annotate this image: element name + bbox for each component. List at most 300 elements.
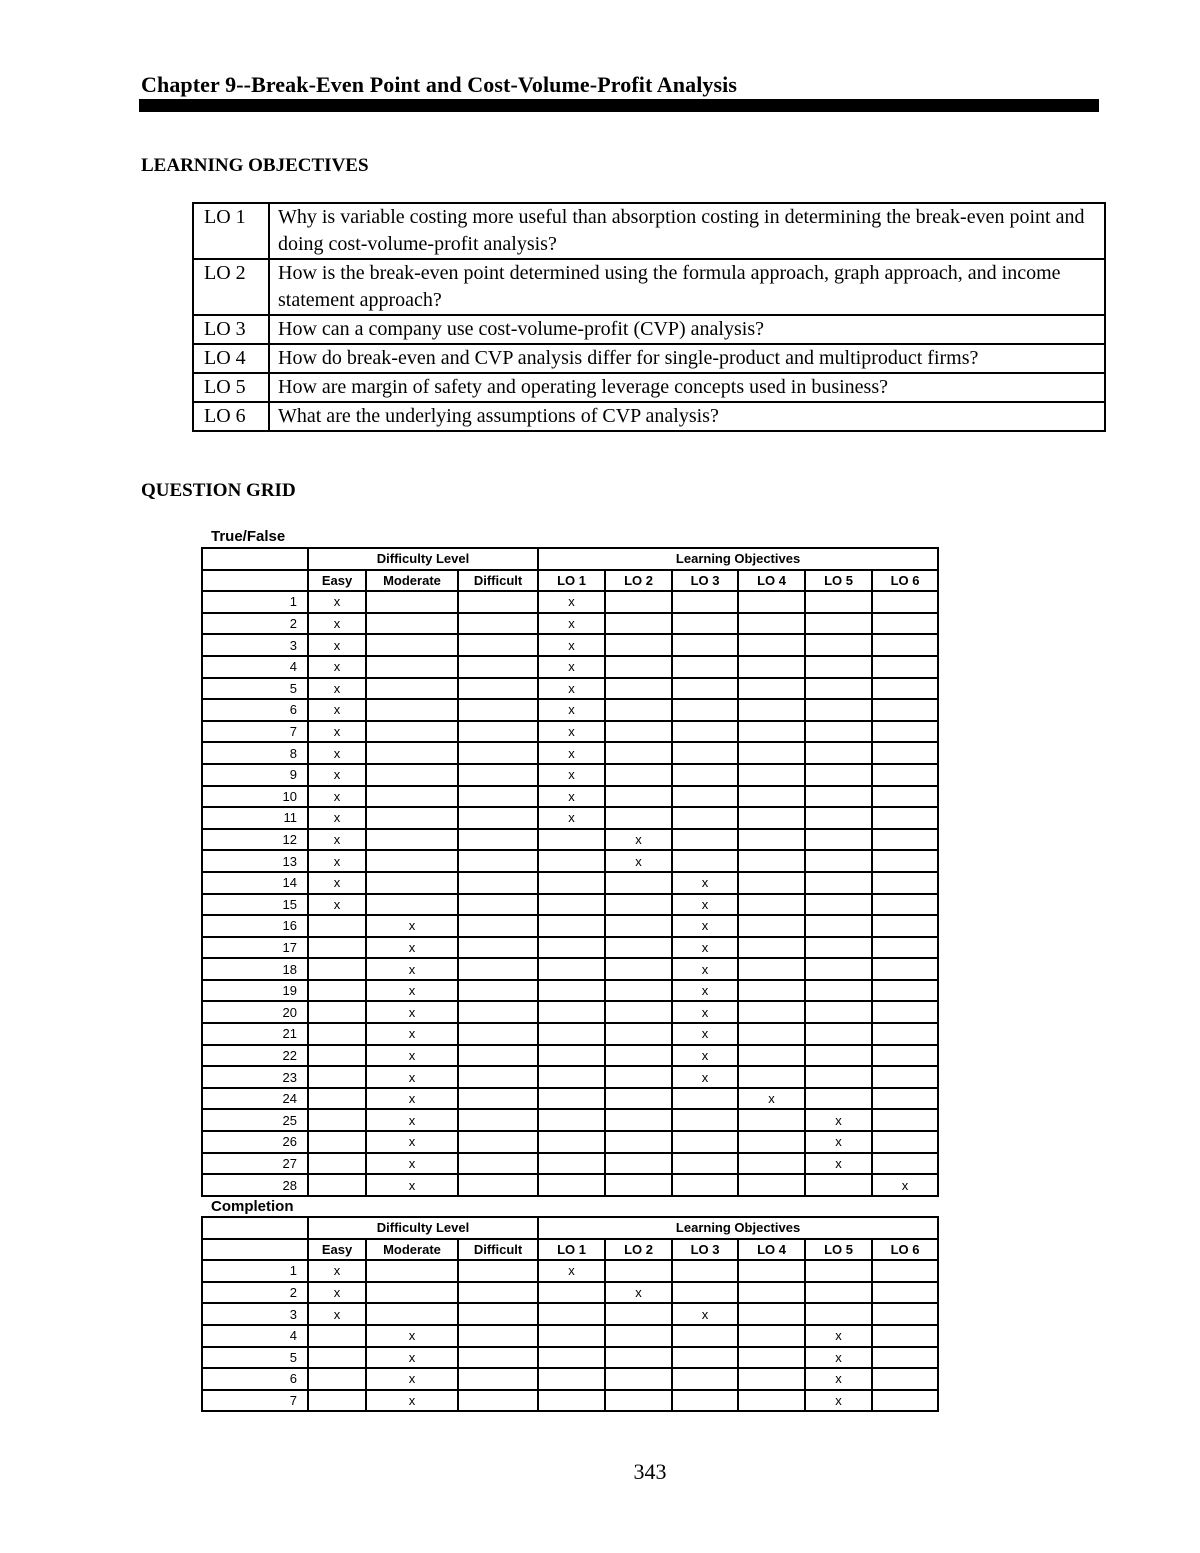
grid-mark-cell: x (538, 786, 605, 808)
grid-row (202, 721, 938, 743)
grid-empty-cell (458, 634, 538, 656)
grid-empty-cell (458, 1131, 538, 1153)
lo-text: How can a company use cost-volume-profit (CVP) analysis? (269, 315, 1105, 344)
question-number: 6 (202, 699, 308, 721)
grid-mark-cell: x (672, 915, 738, 937)
grid-mark-cell: x (605, 850, 672, 872)
question-number: 13 (202, 850, 308, 872)
grid-empty-cell (605, 1174, 672, 1196)
grid-empty-cell (872, 764, 938, 786)
grid-mark-cell: x (366, 958, 458, 980)
completion-grid-body (202, 1260, 938, 1411)
grid-empty-cell (805, 742, 872, 764)
grid-mark-cell: x (308, 1303, 366, 1325)
grid-row (202, 1023, 938, 1045)
grid-empty-cell (458, 872, 538, 894)
grid-mark-cell: x (738, 1088, 805, 1110)
grid-row (202, 742, 938, 764)
question-number: 17 (202, 937, 308, 959)
grid-empty-cell (308, 1347, 366, 1369)
difficulty-group-header: Difficulty Level (308, 1217, 538, 1239)
grid-mark-cell: x (805, 1347, 872, 1369)
grid-empty-cell (738, 1066, 805, 1088)
grid-empty-cell (366, 656, 458, 678)
grid-mark-cell: x (308, 872, 366, 894)
lo-code: LO 2 (193, 259, 269, 315)
completion-grid (201, 1216, 939, 1412)
grid-row (202, 1174, 938, 1196)
grid-mark-cell: x (605, 1282, 672, 1304)
grid-empty-cell (308, 1131, 366, 1153)
question-number: 26 (202, 1131, 308, 1153)
chapter-title: Chapter 9--Break-Even Point and Cost-Volume-Profit Analysis (141, 72, 738, 97)
grid-empty-cell (538, 915, 605, 937)
grid-empty-cell (672, 634, 738, 656)
grid-mark-cell: x (366, 1325, 458, 1347)
grid-empty-cell (538, 980, 605, 1002)
question-grid-heading: QUESTION GRID (141, 480, 296, 501)
grid-empty-cell (538, 1174, 605, 1196)
grid-empty-cell (458, 829, 538, 851)
grid-empty-cell (366, 613, 458, 635)
grid-row (202, 807, 938, 829)
true-false-grid (201, 547, 939, 1197)
col-header: LO 1 (538, 570, 605, 592)
grid-empty-cell (805, 1066, 872, 1088)
lo-code: LO 6 (193, 402, 269, 431)
true-false-caption: True/False (211, 528, 286, 545)
grid-mark-cell: x (308, 721, 366, 743)
grid-row (202, 1260, 938, 1282)
grid-empty-cell (605, 1325, 672, 1347)
grid-empty-cell (605, 1368, 672, 1390)
grid-mark-cell: x (538, 656, 605, 678)
grid-empty-cell (672, 1325, 738, 1347)
grid-mark-cell: x (366, 1088, 458, 1110)
lo-code: LO 5 (193, 373, 269, 402)
grid-mark-cell: x (308, 591, 366, 613)
grid-empty-cell (872, 1153, 938, 1175)
grid-empty-cell (605, 1023, 672, 1045)
grid-empty-cell (738, 786, 805, 808)
grid-empty-cell (872, 613, 938, 635)
grid-empty-cell (538, 1153, 605, 1175)
grid-empty-cell (605, 872, 672, 894)
grid-empty-cell (538, 1131, 605, 1153)
question-number: 24 (202, 1088, 308, 1110)
grid-empty-cell (458, 1153, 538, 1175)
grid-empty-cell (872, 894, 938, 916)
blank-header-cell (202, 1217, 308, 1239)
grid-empty-cell (605, 591, 672, 613)
grid-row (202, 1325, 938, 1347)
grid-empty-cell (458, 1368, 538, 1390)
grid-empty-cell (738, 1347, 805, 1369)
grid-mark-cell: x (366, 1001, 458, 1023)
grid-empty-cell (805, 764, 872, 786)
question-number: 20 (202, 1001, 308, 1023)
grid-empty-cell (605, 742, 672, 764)
grid-empty-cell (738, 958, 805, 980)
col-header: LO 1 (538, 1239, 605, 1261)
grid-mark-cell: x (308, 850, 366, 872)
question-number: 5 (202, 1347, 308, 1369)
grid-empty-cell (672, 678, 738, 700)
grid-empty-cell (672, 1153, 738, 1175)
grid-mark-cell: x (308, 894, 366, 916)
grid-empty-cell (538, 894, 605, 916)
grid-empty-cell (605, 1109, 672, 1131)
col-header: LO 4 (738, 1239, 805, 1261)
lo-text: How are margin of safety and operating leverage concepts used in business? (269, 373, 1105, 402)
question-number: 3 (202, 634, 308, 656)
grid-empty-cell (805, 850, 872, 872)
grid-mark-cell: x (366, 1045, 458, 1067)
grid-row (202, 1131, 938, 1153)
grid-empty-cell (738, 634, 805, 656)
grid-empty-cell (738, 613, 805, 635)
grid-empty-cell (872, 656, 938, 678)
grid-empty-cell (872, 1001, 938, 1023)
grid-empty-cell (738, 656, 805, 678)
grid-empty-cell (538, 1045, 605, 1067)
grid-empty-cell (738, 1390, 805, 1412)
grid-empty-cell (605, 721, 672, 743)
grid-empty-cell (805, 634, 872, 656)
grid-empty-cell (872, 807, 938, 829)
grid-empty-cell (738, 678, 805, 700)
grid-empty-cell (366, 807, 458, 829)
grid-empty-cell (458, 1282, 538, 1304)
grid-empty-cell (672, 1282, 738, 1304)
grid-empty-cell (308, 1368, 366, 1390)
grid-mark-cell: x (805, 1131, 872, 1153)
grid-empty-cell (738, 764, 805, 786)
grid-empty-cell (605, 678, 672, 700)
grid-empty-cell (458, 764, 538, 786)
grid-empty-cell (458, 937, 538, 959)
question-number: 6 (202, 1368, 308, 1390)
grid-empty-cell (538, 829, 605, 851)
grid-empty-cell (805, 1045, 872, 1067)
grid-empty-cell (805, 1088, 872, 1110)
grid-mark-cell: x (538, 764, 605, 786)
grid-row (202, 1347, 938, 1369)
grid-empty-cell (738, 829, 805, 851)
grid-empty-cell (872, 958, 938, 980)
grid-empty-cell (366, 1282, 458, 1304)
grid-empty-cell (872, 1066, 938, 1088)
grid-mark-cell: x (672, 958, 738, 980)
grid-empty-cell (872, 937, 938, 959)
grid-empty-cell (672, 1109, 738, 1131)
grid-empty-cell (738, 1260, 805, 1282)
grid-empty-cell (872, 699, 938, 721)
question-number: 10 (202, 786, 308, 808)
grid-empty-cell (458, 678, 538, 700)
grid-empty-cell (458, 1347, 538, 1369)
question-number: 1 (202, 1260, 308, 1282)
grid-mark-cell: x (366, 1368, 458, 1390)
grid-empty-cell (872, 678, 938, 700)
grid-empty-cell (872, 1260, 938, 1282)
grid-mark-cell: x (672, 1023, 738, 1045)
grid-row (202, 829, 938, 851)
grid-empty-cell (872, 634, 938, 656)
grid-mark-cell: x (308, 1260, 366, 1282)
question-number: 3 (202, 1303, 308, 1325)
question-number: 14 (202, 872, 308, 894)
question-number: 27 (202, 1153, 308, 1175)
difficulty-group-header: Difficulty Level (308, 548, 538, 570)
grid-empty-cell (458, 742, 538, 764)
grid-mark-cell: x (308, 829, 366, 851)
question-number: 19 (202, 980, 308, 1002)
grid-empty-cell (605, 1088, 672, 1110)
grid-mark-cell: x (366, 915, 458, 937)
grid-mark-cell: x (805, 1109, 872, 1131)
grid-mark-cell: x (308, 678, 366, 700)
grid-empty-cell (805, 591, 872, 613)
question-number: 1 (202, 591, 308, 613)
grid-empty-cell (538, 1088, 605, 1110)
col-header: LO 6 (872, 570, 938, 592)
grid-row (202, 1066, 938, 1088)
grid-empty-cell (538, 958, 605, 980)
grid-row (202, 1390, 938, 1412)
grid-empty-cell (738, 1368, 805, 1390)
grid-empty-cell (872, 742, 938, 764)
grid-row (202, 591, 938, 613)
grid-empty-cell (738, 807, 805, 829)
grid-empty-cell (805, 1260, 872, 1282)
grid-empty-cell (605, 1045, 672, 1067)
grid-row (202, 937, 938, 959)
grid-row (202, 915, 938, 937)
grid-empty-cell (738, 1282, 805, 1304)
grid-mark-cell: x (366, 1131, 458, 1153)
grid-empty-cell (308, 1109, 366, 1131)
grid-empty-cell (805, 613, 872, 635)
grid-row (202, 634, 938, 656)
grid-empty-cell (872, 915, 938, 937)
grid-empty-cell (805, 656, 872, 678)
grid-row (202, 786, 938, 808)
grid-empty-cell (672, 1088, 738, 1110)
grid-row (202, 872, 938, 894)
grid-empty-cell (458, 1109, 538, 1131)
grid-empty-cell (738, 937, 805, 959)
grid-empty-cell (605, 807, 672, 829)
grid-empty-cell (605, 764, 672, 786)
grid-mark-cell: x (308, 807, 366, 829)
grid-empty-cell (738, 1131, 805, 1153)
grid-mark-cell: x (308, 764, 366, 786)
grid-mark-cell: x (366, 1109, 458, 1131)
grid-empty-cell (458, 1088, 538, 1110)
grid-empty-cell (805, 937, 872, 959)
grid-mark-cell: x (366, 1066, 458, 1088)
learning-objectives-table (192, 202, 1106, 432)
grid-empty-cell (458, 807, 538, 829)
grid-empty-cell (605, 786, 672, 808)
grid-empty-cell (605, 1066, 672, 1088)
grid-empty-cell (605, 915, 672, 937)
grid-empty-cell (805, 894, 872, 916)
grid-empty-cell (458, 1390, 538, 1412)
col-header: LO 2 (605, 1239, 672, 1261)
grid-empty-cell (805, 872, 872, 894)
lo-text: How is the break-even point determined using the formula approach, graph approach, and income statement approach? (269, 259, 1105, 315)
question-number: 2 (202, 613, 308, 635)
grid-mark-cell: x (538, 807, 605, 829)
grid-empty-cell (738, 1303, 805, 1325)
question-number: 22 (202, 1045, 308, 1067)
grid-empty-cell (458, 721, 538, 743)
question-number: 23 (202, 1066, 308, 1088)
grid-empty-cell (458, 1303, 538, 1325)
grid-empty-cell (366, 764, 458, 786)
question-number: 7 (202, 1390, 308, 1412)
grid-empty-cell (872, 1088, 938, 1110)
grid-empty-cell (872, 1347, 938, 1369)
lo-code: LO 3 (193, 315, 269, 344)
grid-empty-cell (738, 850, 805, 872)
grid-empty-cell (872, 1303, 938, 1325)
grid-empty-cell (308, 1088, 366, 1110)
grid-empty-cell (366, 721, 458, 743)
grid-empty-cell (308, 1390, 366, 1412)
grid-empty-cell (805, 980, 872, 1002)
grid-mark-cell: x (366, 937, 458, 959)
grid-empty-cell (605, 1153, 672, 1175)
grid-empty-cell (458, 915, 538, 937)
grid-empty-cell (538, 1109, 605, 1131)
grid-mark-cell: x (538, 1260, 605, 1282)
question-number: 28 (202, 1174, 308, 1196)
grid-row (202, 1109, 938, 1131)
grid-empty-cell (805, 678, 872, 700)
grid-empty-cell (605, 1390, 672, 1412)
true-false-grid-body (202, 591, 938, 1196)
question-number: 2 (202, 1282, 308, 1304)
question-number: 7 (202, 721, 308, 743)
grid-empty-cell (672, 764, 738, 786)
grid-empty-cell (458, 1045, 538, 1067)
grid-empty-cell (538, 1390, 605, 1412)
grid-empty-cell (805, 1001, 872, 1023)
grid-empty-cell (605, 980, 672, 1002)
lo-code: LO 4 (193, 344, 269, 373)
grid-empty-cell (458, 1001, 538, 1023)
grid-mark-cell: x (805, 1390, 872, 1412)
lo-row (193, 402, 1105, 431)
col-header: Easy (308, 1239, 366, 1261)
lo-row (193, 373, 1105, 402)
lo-row (193, 344, 1105, 373)
grid-empty-cell (805, 958, 872, 980)
col-header: Moderate (366, 570, 458, 592)
grid-empty-cell (872, 1109, 938, 1131)
grid-empty-cell (366, 1303, 458, 1325)
grid-empty-cell (805, 786, 872, 808)
title-rule (139, 99, 1099, 112)
grid-mark-cell: x (805, 1153, 872, 1175)
grid-mark-cell: x (308, 1282, 366, 1304)
col-header: LO 2 (605, 570, 672, 592)
grid-empty-cell (605, 1303, 672, 1325)
grid-empty-cell (308, 1023, 366, 1045)
grid-empty-cell (538, 1001, 605, 1023)
grid-empty-cell (738, 699, 805, 721)
grid-empty-cell (366, 829, 458, 851)
grid-empty-cell (458, 980, 538, 1002)
grid-empty-cell (458, 1066, 538, 1088)
grid-empty-cell (458, 699, 538, 721)
grid-empty-cell (366, 591, 458, 613)
blank-header-cell (202, 548, 308, 570)
question-number: 15 (202, 894, 308, 916)
grid-empty-cell (538, 937, 605, 959)
grid-empty-cell (458, 1260, 538, 1282)
grid-empty-cell (672, 829, 738, 851)
grid-empty-cell (458, 850, 538, 872)
grid-empty-cell (872, 786, 938, 808)
grid-empty-cell (605, 656, 672, 678)
grid-empty-cell (738, 1325, 805, 1347)
grid-empty-cell (672, 1368, 738, 1390)
grid-empty-cell (366, 742, 458, 764)
col-header: Easy (308, 570, 366, 592)
grid-empty-cell (872, 1390, 938, 1412)
grid-empty-cell (872, 591, 938, 613)
grid-empty-cell (805, 721, 872, 743)
grid-empty-cell (738, 1109, 805, 1131)
lo-text: What are the underlying assumptions of CVP analysis? (269, 402, 1105, 431)
grid-empty-cell (672, 807, 738, 829)
question-number: 12 (202, 829, 308, 851)
grid-empty-cell (738, 894, 805, 916)
grid-empty-cell (738, 1001, 805, 1023)
grid-empty-cell (458, 1023, 538, 1045)
grid-empty-cell (672, 1347, 738, 1369)
grid-empty-cell (538, 850, 605, 872)
grid-row (202, 1045, 938, 1067)
grid-empty-cell (672, 1131, 738, 1153)
grid-column-header-row (202, 1239, 938, 1261)
grid-row (202, 1153, 938, 1175)
grid-empty-cell (458, 958, 538, 980)
grid-mark-cell: x (538, 634, 605, 656)
grid-empty-cell (538, 1282, 605, 1304)
grid-empty-cell (366, 786, 458, 808)
grid-empty-cell (308, 1045, 366, 1067)
grid-empty-cell (366, 894, 458, 916)
grid-column-header-row (202, 570, 938, 592)
grid-empty-cell (538, 872, 605, 894)
grid-empty-cell (805, 1023, 872, 1045)
grid-empty-cell (366, 850, 458, 872)
grid-mark-cell: x (308, 786, 366, 808)
col-header: LO 3 (672, 1239, 738, 1261)
grid-empty-cell (458, 1174, 538, 1196)
grid-empty-cell (872, 721, 938, 743)
grid-empty-cell (605, 937, 672, 959)
grid-row (202, 678, 938, 700)
grid-empty-cell (308, 937, 366, 959)
grid-empty-cell (872, 1045, 938, 1067)
grid-mark-cell: x (538, 699, 605, 721)
